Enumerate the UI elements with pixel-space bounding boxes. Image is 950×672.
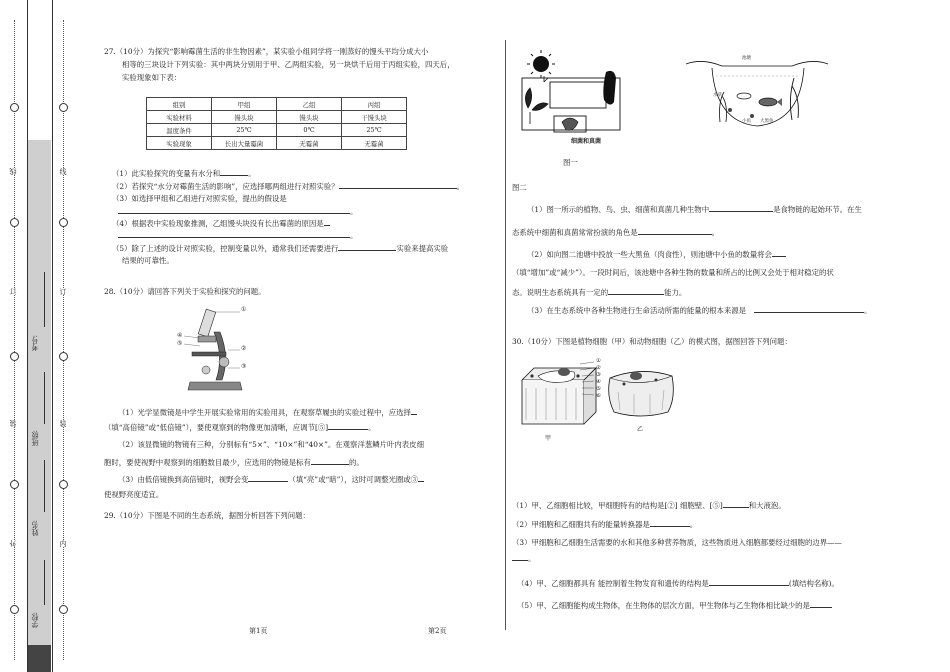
table-cell: 馒头块 xyxy=(212,111,277,124)
table-header: 组别 xyxy=(147,98,212,111)
ecosystem-figure xyxy=(514,48,632,146)
q30-part2-end: 。 xyxy=(689,520,698,529)
answer-blank[interactable] xyxy=(418,474,424,482)
q27-part4-text: （4）根据表中实验现象推测，乙组馒头块没有长出霉菌的原因是 xyxy=(112,219,324,228)
q28-part3-text2: （填“亮”或“暗”），这时可调整光圈或③ xyxy=(288,475,419,484)
cell-label: ② xyxy=(596,365,601,371)
microscope-label: ⑤ xyxy=(177,340,183,347)
outer-mark: 外 xyxy=(9,540,17,547)
q29-part2 xyxy=(527,249,786,260)
answer-blank[interactable] xyxy=(328,422,368,430)
q27-part3-line xyxy=(118,206,357,217)
plant-icon xyxy=(525,88,548,124)
cell-label: ⑤ xyxy=(596,386,601,392)
q28-part3-text: （3）由低倍镜换到高倍镜时，视野会变 xyxy=(118,475,249,484)
table-cell: 长出大量霉菌 xyxy=(212,137,277,150)
class-field[interactable] xyxy=(44,372,45,424)
q30-part3: （3）甲细胞和乙细胞生活需要的水和其他多种营养物质，这些物质进入细胞都要经过细胞的边界—— xyxy=(512,538,842,547)
q27-stem: 实验现象如下表： xyxy=(122,73,182,82)
q29-stem: 29.（10分）下图是不同的生态系统，据图分析回答下列问题： xyxy=(104,511,310,520)
q27-stem: 27.（10分）为探究“影响霉菌生活的非生物因素”，某实验小组同学将一刚蒸好的馒头平均分成大小 xyxy=(104,47,429,56)
q27-stem: 相等的三块设计下列实验：其中两块分别用于甲、乙两组实验，另一块烘干后用于丙组实验，四天后， xyxy=(122,60,455,69)
q29-part2-text3: 态。说明生态系统具有一定的 xyxy=(512,288,609,297)
jia-label: 甲 xyxy=(545,435,552,442)
hole-circle xyxy=(10,352,19,361)
q28-part2-text: 胞时，要使视野中观察到的细胞数目最少，应选用的物镜是标有 xyxy=(104,458,311,467)
q27-part4-end: 。 xyxy=(350,231,358,240)
answer-blank[interactable] xyxy=(248,474,288,482)
pond-figure xyxy=(682,52,832,136)
q29-part1-text3: 态系统中细菌和真菌常常扮演的角色是 xyxy=(512,228,638,237)
q27-part5-text: （5）除了上述的设计对照实验，控制变量以外，通常我们还需要进行 xyxy=(112,244,339,253)
q30-stem: 30.（10分）下图是植物细胞（甲）和动物细胞（乙）的模式图，据图回答下列问题： xyxy=(512,337,792,346)
microscope-base xyxy=(188,382,242,390)
q27-part2 xyxy=(112,181,464,192)
inner-mark: 内 xyxy=(59,540,67,547)
q27-part1-text: （1）此实验探究的变量有水分和 xyxy=(112,169,221,178)
q30-part2 xyxy=(512,519,697,530)
bacteria-fungi-icon xyxy=(562,118,578,130)
answer-blank[interactable] xyxy=(709,578,789,586)
answer-blank[interactable] xyxy=(220,168,248,176)
q28-part3 xyxy=(118,474,424,485)
q30-part4-text: （4）甲、乙细胞都具有 能控制着生物发育和遗传的结构是 xyxy=(517,579,709,588)
hole-circle xyxy=(59,480,68,489)
pond-label: 小鱼 xyxy=(742,119,751,124)
table-cell: 25℃ xyxy=(212,124,277,137)
q27-part5 xyxy=(112,243,448,254)
q30-part5-text: （5）甲、乙细胞能构成生物体，在生物体的层次方面，甲生物体与乙生物体相比缺少的是 xyxy=(517,601,810,610)
q29-part2-cont2 xyxy=(512,287,686,298)
experiment-table xyxy=(146,97,407,150)
answer-blank[interactable] xyxy=(709,204,773,212)
table-cell: 25℃ xyxy=(342,124,407,137)
outer-dotted-line xyxy=(14,20,15,660)
q29-part1 xyxy=(527,204,862,215)
hole-circle xyxy=(10,218,19,227)
microscope-tube xyxy=(198,309,216,337)
q27-part3: （3）如选择甲组和乙组进行对照实验，提出的假设是 xyxy=(112,194,287,203)
hole-circle xyxy=(59,103,68,112)
fish-icon xyxy=(737,93,751,99)
q28-part1-cont xyxy=(104,422,376,433)
hole-circle xyxy=(10,605,19,614)
microscope-figure xyxy=(170,302,260,394)
answer-blank[interactable] xyxy=(118,230,350,238)
figure2-caption: 图二 xyxy=(512,183,527,192)
animal-cell-figure xyxy=(606,362,676,420)
table-cell: 0℃ xyxy=(277,124,342,137)
ecosystem-label: 细菌和真菌 xyxy=(571,138,602,145)
answer-blank[interactable] xyxy=(608,287,664,295)
school-label: 学校: xyxy=(31,612,39,629)
school-field[interactable] xyxy=(44,560,45,605)
outer-mark: 订 xyxy=(9,288,17,295)
answer-blank[interactable] xyxy=(723,500,749,508)
table-header: 甲组 xyxy=(212,98,277,111)
table-row xyxy=(147,137,407,150)
table-cell: 干馒头块 xyxy=(342,111,407,124)
cell-label: ④ xyxy=(596,379,601,385)
q29-part2-end: 能力。 xyxy=(664,288,687,297)
q28-stem: 28.（10分）请回答下列关于实验和探究的问题。 xyxy=(104,287,266,296)
q27-part2-text: （2）若探究“水分对霉菌生活的影响”，应选择哪两组进行对照实验？ xyxy=(112,182,339,191)
q29-part1-text: （1）图一所示的植物、鸟、虫、细菌和真菌几种生物中 xyxy=(527,205,710,214)
outer-mark: 装 xyxy=(9,420,17,427)
table-cell: 无霉菌 xyxy=(342,137,407,150)
microscope-label: ④ xyxy=(177,332,183,339)
answer-blank[interactable] xyxy=(339,181,457,189)
q28-part3-cont: 使视野亮度适宜。 xyxy=(104,490,164,499)
hole-circle xyxy=(59,218,68,227)
q29-part1-text2: 是食物链的起始环节。在生 xyxy=(773,205,862,214)
q30-part3-end: 。 xyxy=(528,554,536,563)
q28-part1 xyxy=(118,407,417,418)
q29-part3-text: （3）在生态系统中各种生物进行生命活动所需的能量的根本来源是 xyxy=(527,306,747,315)
q29-part1-end: 。 xyxy=(711,228,720,237)
q28-part1-text: （1）光学显微镜是中学生开展实验常用的实验用具，在观察草履虫的实验过程中，应选择 xyxy=(118,408,411,417)
microscope-label: ② xyxy=(241,345,247,352)
table-row xyxy=(147,98,407,111)
q30-part4 xyxy=(517,578,839,589)
q29-part1-cont xyxy=(512,227,719,238)
q27-part2-end: 。 xyxy=(456,182,464,191)
name-field[interactable] xyxy=(44,460,45,512)
column-divider xyxy=(505,40,506,630)
cell-label: ① xyxy=(596,358,601,364)
plant-cell-figure xyxy=(516,358,600,432)
q27-part3-end: 。 xyxy=(350,207,358,216)
cell-label: ⑥ xyxy=(596,393,601,399)
inner-mark: 装 xyxy=(59,420,67,427)
q28-part1-text2: （填“高倍镜”或“低倍镜”），要使观察到的物像更加清晰，应调节[⑤] xyxy=(104,423,329,432)
number-label: 考号: xyxy=(31,335,39,352)
answer-blank[interactable] xyxy=(772,249,786,257)
answer-blank[interactable] xyxy=(754,305,864,313)
microscope-nosepiece xyxy=(198,336,216,342)
inner-mark: 订 xyxy=(59,288,67,295)
answer-blank[interactable] xyxy=(338,243,396,251)
table-header: 丙组 xyxy=(342,98,407,111)
page-number-2: 第2页 xyxy=(428,627,447,635)
table-row xyxy=(147,124,407,137)
binding-strip-grey xyxy=(28,140,51,645)
q28-part2-cont xyxy=(104,457,364,468)
page-number-1: 第1页 xyxy=(249,627,268,635)
q28-part2-end: 的。 xyxy=(348,458,364,467)
answer-blank[interactable] xyxy=(311,457,349,465)
q28-part1-end: 。 xyxy=(368,423,376,432)
answer-blank[interactable] xyxy=(638,227,712,235)
q29-part3-end: 。 xyxy=(864,306,872,315)
hole-circle xyxy=(59,605,68,614)
pond-label: 大黑鱼 xyxy=(760,119,774,124)
name-label: 姓名: xyxy=(31,520,39,537)
table-cell: 实验现象 xyxy=(147,137,212,150)
number-field[interactable] xyxy=(44,272,45,327)
q30-part4-text2: (填结构名称)。 xyxy=(788,579,839,588)
q27-part5-cont: 结果的可靠性。 xyxy=(122,256,174,265)
binding-margin xyxy=(0,0,100,672)
q28-part2: （2）该显微镜的物镜有三种，分别标有“5×”、“10×”和“40×”。在观察洋葱鳞片叶内表皮细 xyxy=(118,440,424,449)
figure1-caption: 图一 xyxy=(563,158,578,167)
answer-blank[interactable] xyxy=(118,206,350,214)
q27-part5-text2: 实验来提高实验 xyxy=(396,244,449,253)
q29-part2-text: （2）如向图二池塘中投放一些大黑鱼（肉食性），则池塘中小鱼的数量将会 xyxy=(527,250,772,259)
table-cell: 温度条件 xyxy=(147,124,212,137)
table-cell: 无霉菌 xyxy=(277,137,342,150)
pond-weed xyxy=(790,78,798,120)
nucleus xyxy=(558,368,570,376)
binding-strip-black xyxy=(28,645,51,672)
pond-label: 水草 xyxy=(713,93,722,98)
answer-blank[interactable] xyxy=(810,600,832,608)
nucleus xyxy=(630,372,642,380)
q27-part4 xyxy=(112,218,330,229)
bird-icon xyxy=(603,71,616,105)
q27-part4-line xyxy=(118,230,357,241)
class-label: 班级: xyxy=(31,430,39,447)
answer-blank[interactable] xyxy=(324,218,330,226)
sun-icon xyxy=(533,56,549,72)
yi-label: 乙 xyxy=(637,426,644,433)
q30-part5 xyxy=(517,600,832,611)
microscope-label: ③ xyxy=(241,363,247,370)
answer-blank[interactable] xyxy=(512,553,528,561)
q27-part1-end: 。 xyxy=(248,169,256,178)
table-header: 乙组 xyxy=(277,98,342,111)
table-cell: 馒头块 xyxy=(277,111,342,124)
q30-part1-text: （1）甲、乙细胞相比较，甲细胞特有的结构是[②] 细胞壁、[⑤] xyxy=(512,501,723,510)
q30-part3-cont xyxy=(512,553,535,564)
answer-blank[interactable] xyxy=(650,519,690,527)
table-cell: 实验材料 xyxy=(147,111,212,124)
answer-blank[interactable] xyxy=(411,407,417,415)
inner-dotted-line xyxy=(63,20,64,660)
q29-part3 xyxy=(527,305,871,316)
hole-circle xyxy=(59,352,68,361)
hole-circle xyxy=(10,480,19,489)
q27-part1 xyxy=(112,168,256,179)
microscope-mirror xyxy=(202,366,210,374)
q30-part1-text2: 和大液泡。 xyxy=(748,501,786,510)
q30-part1 xyxy=(512,500,786,511)
table-row xyxy=(147,111,407,124)
microscope-stage xyxy=(192,352,226,356)
hole-circle xyxy=(10,103,19,112)
microscope-label: ① xyxy=(241,306,247,313)
cell-label: ③ xyxy=(596,372,601,378)
microscope-knob xyxy=(219,357,229,367)
q29-part2-cont: （填“增加”或“减少”）。一段时间后，该池塘中各种生物的数量和所占的比例又会处于相对稳定的状 xyxy=(512,268,834,277)
q30-part2-text: （2）甲细胞和乙细胞共有的能量转换器是 xyxy=(512,520,650,529)
inner-mark: 线 xyxy=(59,168,67,175)
outer-mark: 线 xyxy=(9,168,17,175)
pond-label: 池塘 xyxy=(742,56,751,61)
fish-icon xyxy=(759,98,777,106)
